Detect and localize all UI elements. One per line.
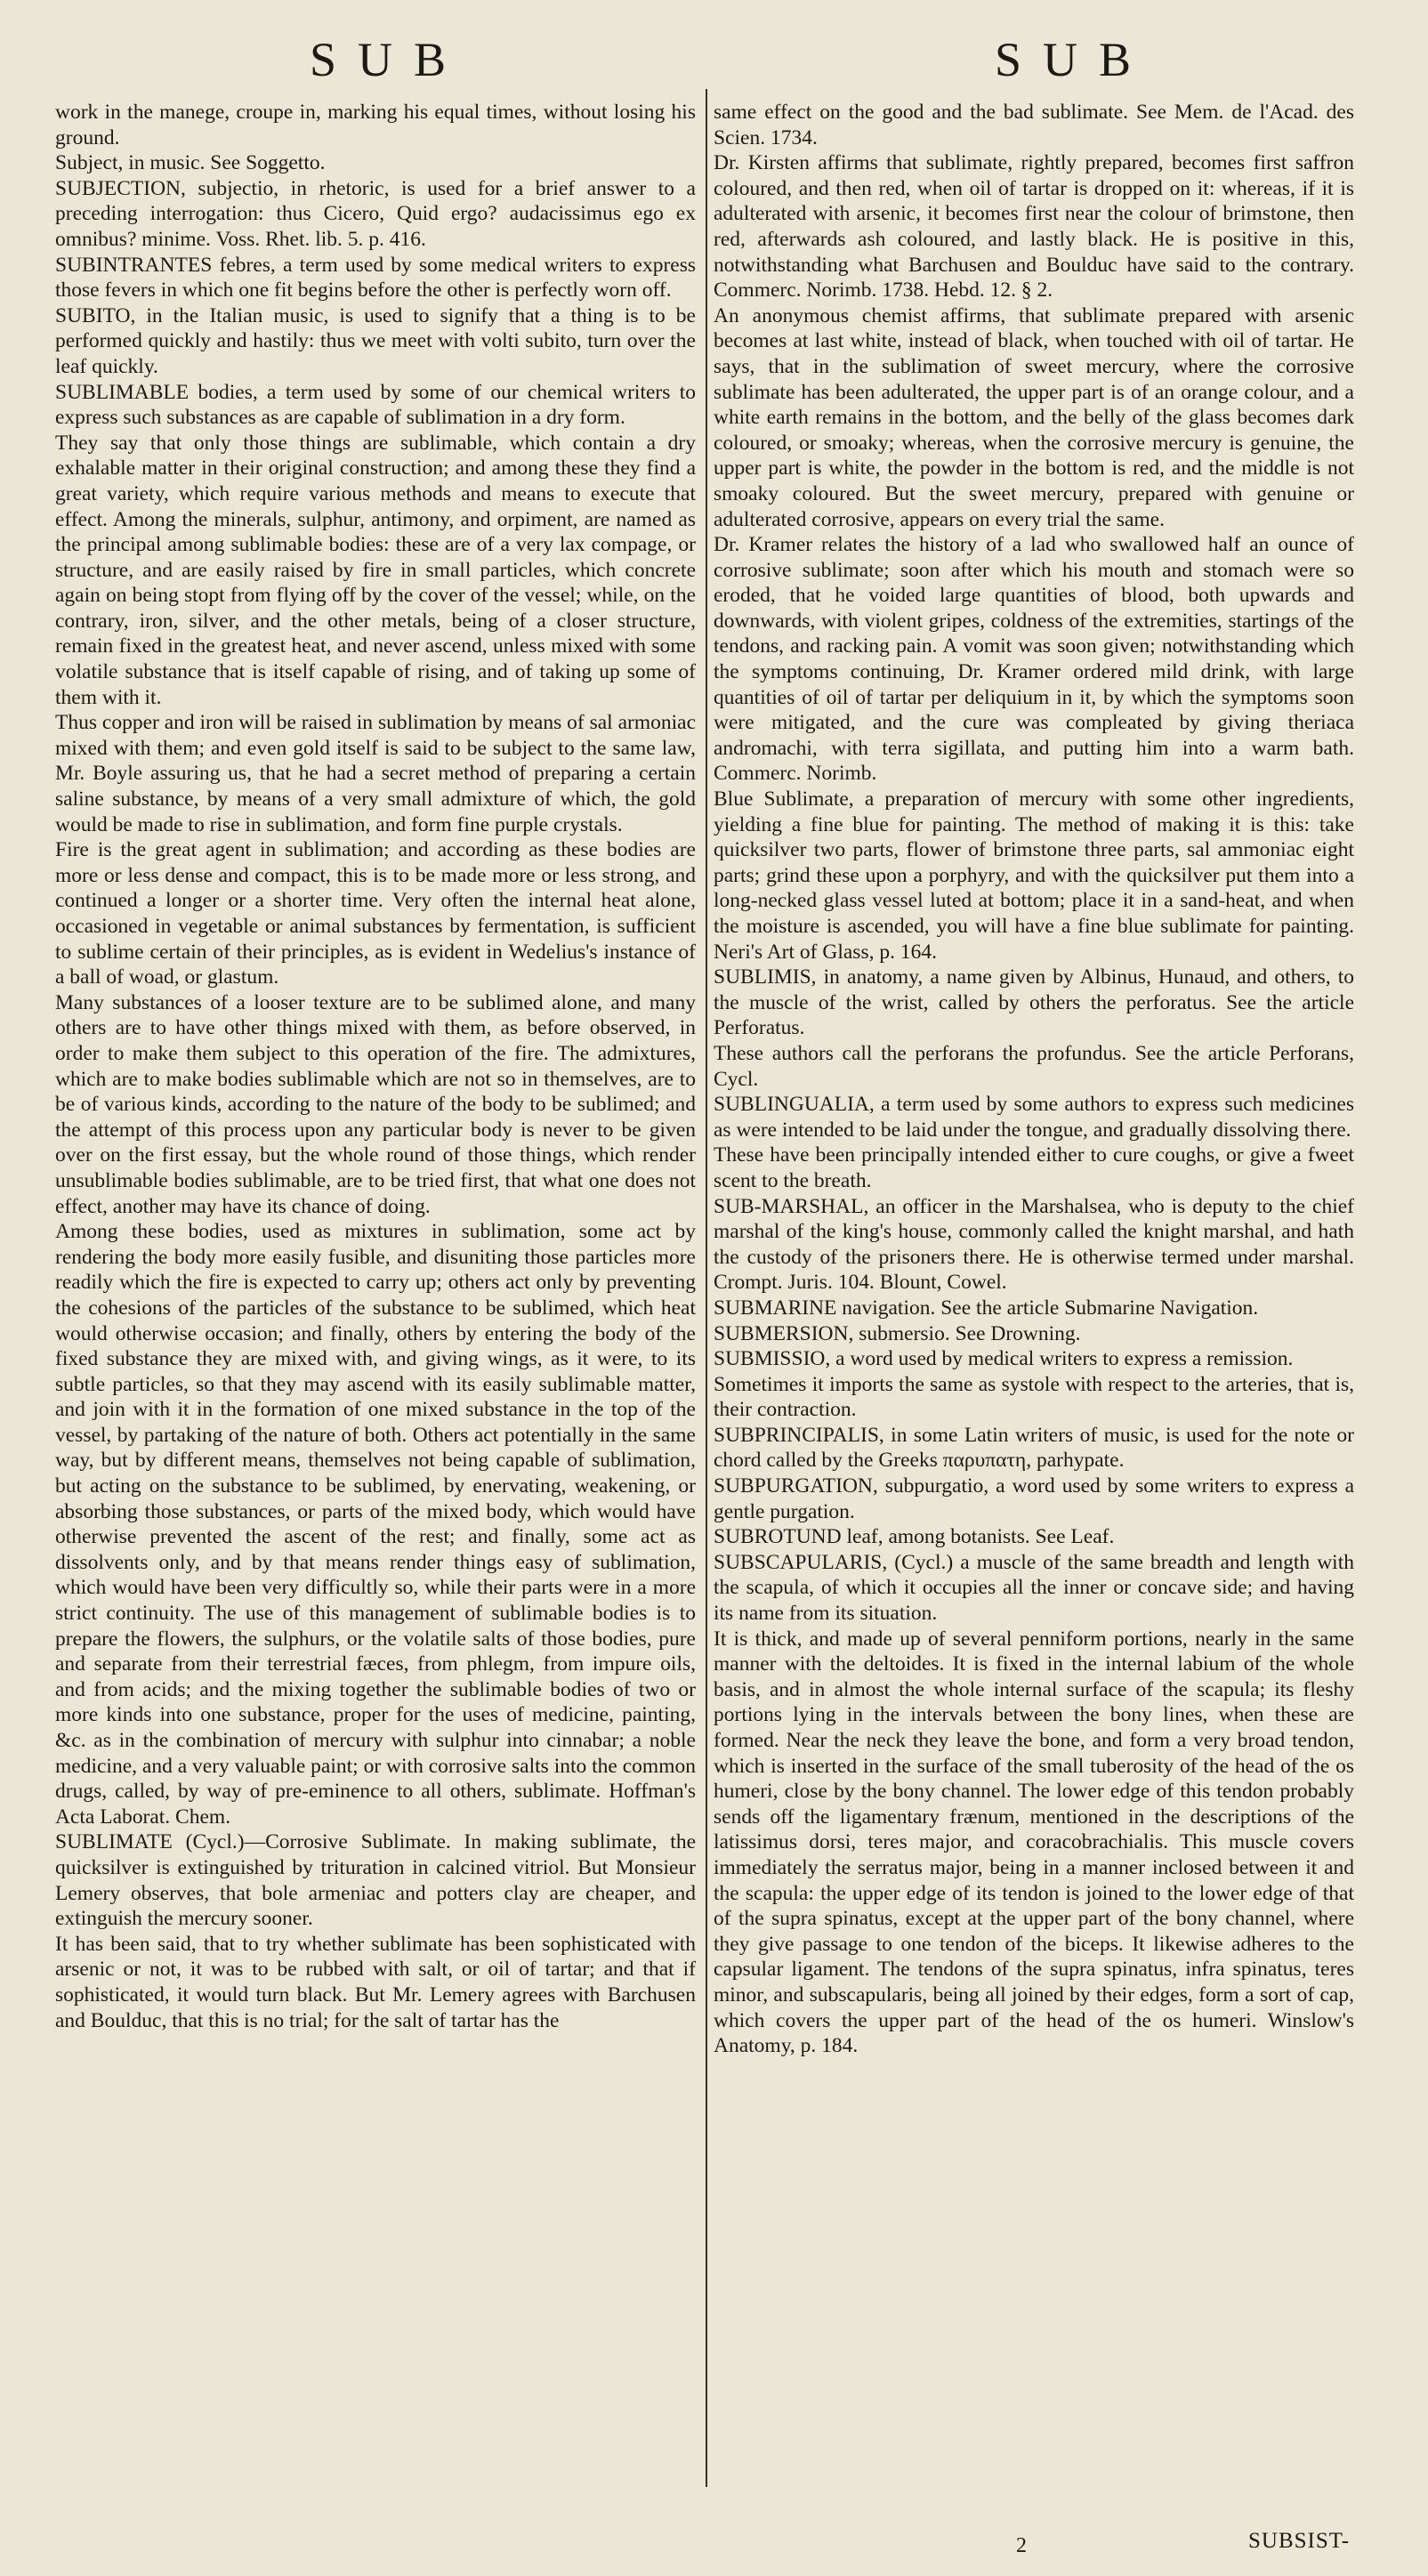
paragraph: Many substances of a looser texture are to be sublimed alone, and many others are to have other things mixed with them, as before observed, in order to make them subject to this operation of the fire. The admixtures, which are to make bodies sublimable which are not so in themselves, are to be of various kinds, according to the nature of the body to be sublimed; and the attempt of this process upon any particular body is never to be given over on the first essay, but the whole round of those things, which render unsublimable bodies sublimable, are to be tried first, that what one does not effect, another may have its chance of doing.: [55, 990, 696, 1218]
running-head-left: SUB: [310, 33, 468, 86]
paragraph: Sometimes it imports the same as systole with respect to the arteries, that is, their contraction.: [714, 1372, 1354, 1422]
entry: SUBSCAPULARIS, (Cycl.) a muscle of the same breadth and length with the scapula, of which it occupies all the inner or concave side; and having its name from its situation.: [714, 1550, 1354, 1626]
running-head-right: SUB: [995, 33, 1153, 86]
paragraph: work in the manege, croupe in, marking his equal times, without losing his ground.: [55, 101, 696, 149]
entry: SUBROTUND leaf, among botanists. See Leaf.: [714, 1525, 1115, 1549]
paragraph: They say that only those things are sublimable, which contain a dry exhalable matter in their original construction; and among these they find a great variety, which require various methods and means to execute that effect. Among the minerals, sulphur, antimony, and orpiment, are named as the principal among sublimable bodies: these are of a very lax compage, or structure, and are easily raised by fire in small particles, which concrete again on being stopt from flying off by the cover of the vessel; while, on the contrary, iron, silver, and the other metals, being of a closer structure, remain fixed in the greatest heat, and never ascend, unless mixed with some volatile substance that is itself capable of rising, and of taking up some of them with it.: [55, 431, 696, 709]
entry: SUBJECTION, subjectio, in rhetoric, is used for a brief answer to a preceding interrogation: thus Cicero, Quid ergo? audacissimus ego ex omnibus? minime. Voss. Rhet. lib. 5. p. 416.: [55, 176, 696, 251]
entry: Blue Sublimate, a preparation of mercury with some other ingredients, yielding a fine blue for painting. The method of making it is this: take quicksilver two parts, flower of brimstone three parts, sal ammoniac eight parts; grind these upon a porphyry, and with the quicksilver put them into a long-necked glass vessel luted at bottom; place it in a sand-heat, and when the moisture is ascended, you will have a fine blue sublimate for painting. Neri's Art of Glass, p. 164.: [714, 787, 1354, 964]
entry: SUBMARINE navigation. See the article Submarine Navigation.: [714, 1296, 1259, 1320]
entry: SUBPURGATION, subpurgatio, a word used by some writers to express a gentle purgation.: [714, 1474, 1354, 1523]
paragraph: It has been said, that to try whether sublimate has been sophisticated with arsenic or not, it was to be rubbed with salt, or oil of tartar; and that if sophisticated, it would turn black. But Mr. Lemery agrees with Barchusen and Boulduc, that this is no trial; for the salt of tartar has the: [55, 1932, 696, 2032]
paragraph: These have been principally intended either to cure coughs, or give a fweet scent to the breath.: [714, 1143, 1354, 1192]
catchword: SUBSIST-: [1248, 2529, 1351, 2553]
entry: SUBMERSION, submersio. See Drowning.: [714, 1321, 1081, 1345]
entry: Subject, in music. See Soggetto.: [55, 151, 326, 175]
paragraph: Dr. Kirsten affirms that sublimate, rightly prepared, becomes first saffron coloured, and then red, when oil of tartar is dropped on it: whereas, if it is adulterated with arsenic, it becomes first near the colour of brimstone, then red, afterwards ash coloured, and lastly black. He is positive in this, notwithstanding what Barchusen and Boulduc have said to the contrary. Commerc. Norimb. 1738. Hebd. 12. § 2.: [714, 151, 1354, 303]
column-rule: [706, 89, 707, 2487]
paragraph: It is thick, and made up of several penniform portions, nearly in the same manner with the deltoides. It is fixed in the internal labium of the whole basis, and in almost the whole internal surface of the scapula; its fleshy portions lying in the intervals between the bony lines, when these are formed. Near the neck they leave the bone, and form a very broad tendon, which is inserted in the surface of the small tuberosity of the head of the os humeri, close by the bony channel. The lower edge of this tendon probably sends off the ligamentary frænum, mentioned in the descriptions of the latissimus dorsi, teres major, and coracobrachialis. This muscle covers immediately the serratus major, being in a manner inclosed between it and the scapula: the upper edge of its tendon is joined to the lower edge of that of the supra spinatus, except at the upper part of the bony channel, where they give passage to one tendon of the biceps. It likewise adheres to the capsular ligament. The tendons of the supra spinatus, infra spinatus, teres minor, and subscapularis, being all joined by their edges, form a sort of cap, which covers the upper part of the head of the os humeri. Winslow's Anatomy, p. 184.: [714, 1627, 1354, 2058]
left-column: [55, 100, 696, 2033]
paragraph: Dr. Kramer relates the history of a lad who swallowed half an ounce of corrosive sublimate; soon after which his mouth and stomach were so eroded, that he voided large quantities of blood, both upwards and downwards, with violent gripes, coldness of the extremities, startings of the tendons, and racking pain. A vomit was soon given; notwithstanding which the symptoms continuing, Dr. Kramer ordered mild drink, with large quantities of oil of tartar per deliquium in it, by which the symptoms soon were mitigated, and the cure was compleated by giving theriaca andromachi, with terra sigillata, and putting him into a warm bath. Commerc. Norimb.: [714, 533, 1354, 786]
entry: SUBLIMATE (Cycl.)—Corrosive Sublimate. In making sublimate, the quicksilver is extinguished by trituration in calcined vitriol. But Monsieur Lemery observes, that bole armeniac and potters clay are cheaper, and extinguish the mercury sooner.: [55, 1830, 696, 1931]
entry: SUBLINGUALIA, a term used by some authors to express such medicines as were intended to be laid under the tongue, and gradually dissolving there.: [714, 1093, 1354, 1142]
entry: SUBMISSIO, a word used by medical writers to express a remission.: [714, 1347, 1294, 1371]
signature-mark: 2: [1016, 2534, 1027, 2557]
paragraph: Thus copper and iron will be raised in sublimation by means of sal armoniac mixed with them; and even gold itself is said to be subject to the same law, Mr. Boyle assuring us, that he had a secret method of preparing a certain saline substance, by means of a very small admixture of which, the gold would be made to rise in sublimation, and form fine purple crystals.: [55, 711, 696, 836]
entry: SUBITO, in the Italian music, is used to signify that a thing is to be performed quickly and hastily: thus we meet with volti subito, turn over the leaf quickly.: [55, 303, 696, 378]
entry: SUB-MARSHAL, an officer in the Marshalsea, who is deputy to the chief marshal of the king's house, commonly called the knight marshal, and hath the custody of the prisoners there. He is otherwise termed under marshal. Crompt. Juris. 104. Blount, Cowel.: [714, 1194, 1354, 1295]
paragraph: These authors call the perforans the profundus. See the article Perforans, Cycl.: [714, 1041, 1354, 1091]
entry: SUBINTRANTES febres, a term used by some medical writers to express those fevers in which one fit begins before the other is perfectly worn off.: [55, 253, 696, 303]
entry: SUBLIMABLE bodies, a term used by some of our chemical writers to express such substances as are capable of sublimation in a dry form.: [55, 380, 696, 430]
right-column: [714, 100, 1354, 2059]
paragraph: Among these bodies, used as mixtures in sublimation, some act by rendering the body more easily fusible, and disuniting those particles more readily which the fire is expected to carry up; others act only by preventing the cohesions of the particles of the substance to be sublimed, which heat would otherwise occasion; and finally, others by entering the body of the fixed substance they are mixed with, and giving wings, as it were, to its subtle particles, so that they may ascend with its easily sublimable matter, and join with it in the formation of one mixed substance in the top of the vessel, by partaking of the nature of both. Others act potentially in the same way, but by different means, themselves not being capable of sublimation, but acting on the substance to be sublimed, by enervating, weakening, or absorbing those substances, or parts of the mixed body, which would have otherwise prevented the ascent of the rest; and finally, some act as dissolvents only, and by that means render things easy of sublimation, which would have been very difficultly so, while their parts were in a more strict continuity. The use of this management of sublimable bodies is to prepare the flowers, the sulphurs, or the volatile salts of those bodies, pure and separate from their terrestrial fæces, from phlegm, from impure oils, and from acids; and the mixing together the sublimable bodies of two or more kinds into one substance, proper for the uses of medicine, painting, &c. as in the combination of mercury with sulphur into cinnabar; a noble medicine, and a very valuable paint; or with corrosive salts into the common drugs, called, by way of pre-eminence to all others, sublimate. Hoffman's Acta Laborat. Chem.: [55, 1220, 696, 1829]
paragraph: Fire is the great agent in sublimation; and according as these bodies are more or less dense and compact, this is to be made more or less strong, and continued a longer or a shorter time. Very often the internal heat alone, occasioned in vegetable or animal substances by fermentation, is sufficient to sublime certain of their principles, as is evident in Wedelius's instance of a ball of woad, or glastum.: [55, 838, 696, 989]
paragraph: An anonymous chemist affirms, that sublimate prepared with arsenic becomes at last white, instead of black, when touched with oil of tartar. He says, that in the sublimation of sweet mercury, where the corrosive sublimate has been adulterated, the upper part is of an orange colour, and a white earth remains in the bottom, and the belly of the glass becomes dark coloured, or smoaky; whereas, when the corrosive mercury is genuine, the upper part is white, the powder in the bottom is red, and the middle is not smoaky coloured. But the sweet mercury, prepared with genuine or adulterated corrosive, appears on every trial the same.: [714, 303, 1354, 531]
paragraph: same effect on the good and the bad sublimate. See Mem. de l'Acad. des Scien. 1734.: [714, 101, 1354, 149]
entry: SUBPRINCIPALIS, in some Latin writers of music, is used for the note or chord called by the Greeks παρυπατη, parhypate.: [714, 1423, 1354, 1473]
entry: SUBLIMIS, in anatomy, a name given by Albinus, Hunaud, and others, to the muscle of the wrist, called by others the perforatus. See the article Perforatus.: [714, 965, 1354, 1040]
